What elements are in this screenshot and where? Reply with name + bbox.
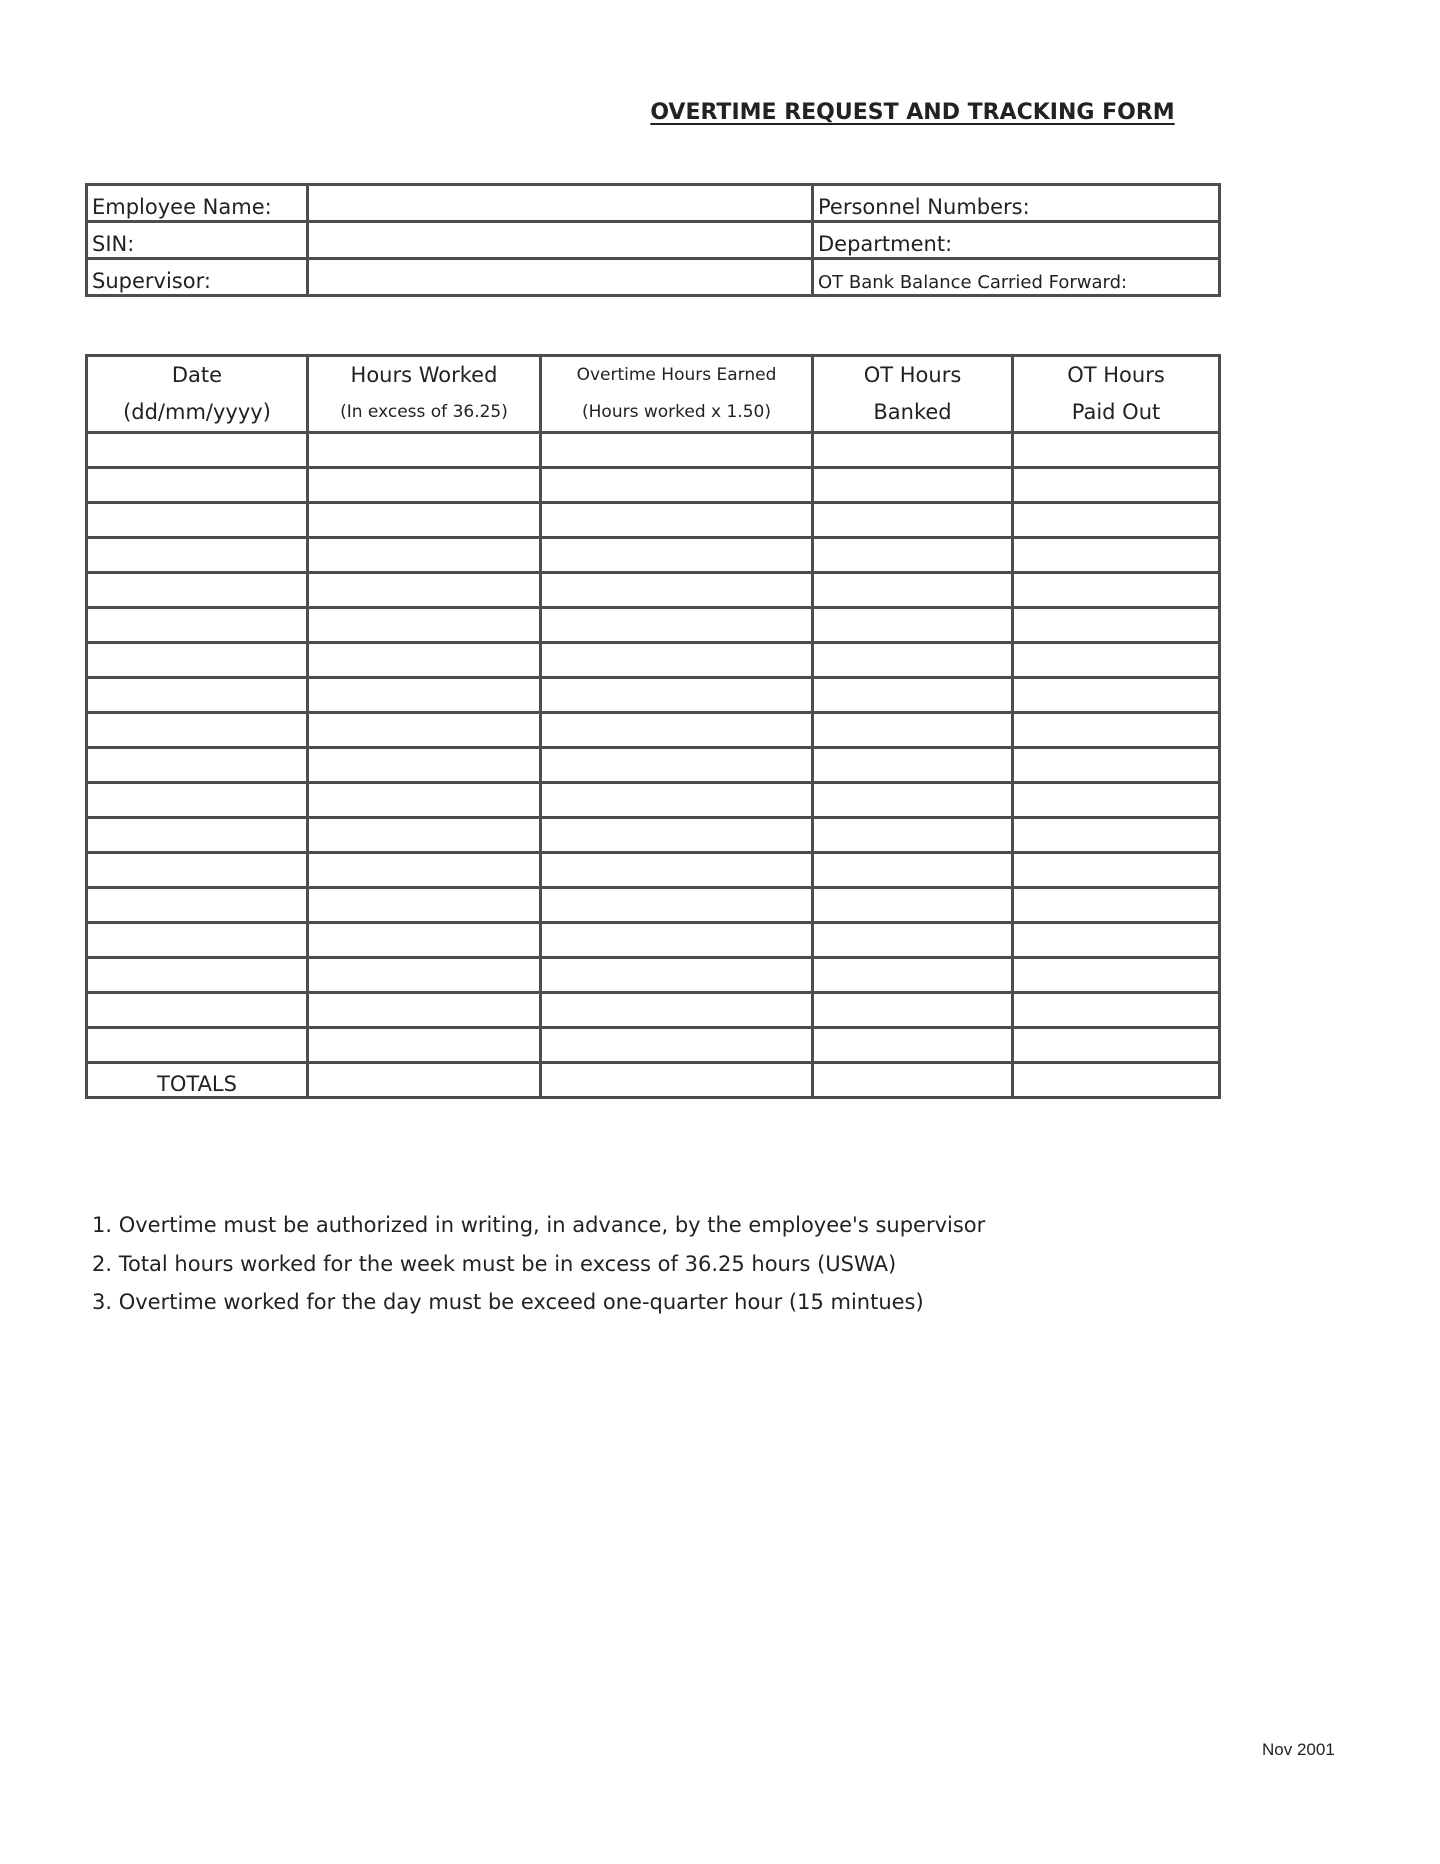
- ot-banked-cell[interactable]: [813, 748, 1013, 783]
- overtime-earned-cell[interactable]: [541, 853, 813, 888]
- ot-paid-out-cell[interactable]: [1013, 993, 1220, 1028]
- hours-worked-cell[interactable]: [308, 608, 541, 643]
- header-overtime-earned: [541, 356, 813, 433]
- employee-name-label: Employee Name:: [87, 185, 308, 222]
- hours-worked-cell[interactable]: [308, 538, 541, 573]
- overtime-earned-cell[interactable]: [541, 923, 813, 958]
- table-row: [87, 1028, 1220, 1063]
- date-cell[interactable]: [87, 503, 308, 538]
- date-cell[interactable]: [87, 888, 308, 923]
- form-title: OVERTIME REQUEST AND TRACKING FORM: [650, 100, 1175, 125]
- ot-banked-cell[interactable]: [813, 643, 1013, 678]
- ot-banked-cell[interactable]: [813, 958, 1013, 993]
- table-row: [87, 713, 1220, 748]
- ot-banked-cell[interactable]: [813, 678, 1013, 713]
- sin-field[interactable]: [308, 222, 813, 259]
- hours-worked-cell[interactable]: [308, 888, 541, 923]
- overtime-earned-cell[interactable]: [541, 993, 813, 1028]
- ot-banked-cell[interactable]: [813, 468, 1013, 503]
- date-cell[interactable]: [87, 573, 308, 608]
- table-row: [87, 923, 1220, 958]
- overtime-earned-cell[interactable]: [541, 538, 813, 573]
- table-row: [87, 468, 1220, 503]
- header-line1: Date: [171, 363, 223, 387]
- table-row: [87, 783, 1220, 818]
- hours-worked-cell[interactable]: [308, 643, 541, 678]
- ot-paid-out-cell[interactable]: [1013, 1028, 1220, 1063]
- note-item: 1. Overtime must be authorized in writing, in advance, by the employee's supervisor: [92, 1213, 986, 1237]
- header-ot-banked: [813, 356, 1013, 433]
- ot-paid-out-cell[interactable]: [1013, 958, 1220, 993]
- hours-worked-cell[interactable]: [308, 783, 541, 818]
- date-cell[interactable]: [87, 608, 308, 643]
- date-cell[interactable]: [87, 433, 308, 468]
- hours-worked-cell[interactable]: [308, 958, 541, 993]
- supervisor-label: Supervisor:: [87, 259, 308, 296]
- hours-worked-cell[interactable]: [308, 993, 541, 1028]
- overtime-earned-cell[interactable]: [541, 643, 813, 678]
- ot-paid-out-cell[interactable]: [1013, 748, 1220, 783]
- total-hours-worked[interactable]: [308, 1063, 541, 1098]
- overtime-earned-cell[interactable]: [541, 713, 813, 748]
- date-cell[interactable]: [87, 1028, 308, 1063]
- hours-worked-cell[interactable]: [308, 748, 541, 783]
- total-ot-banked[interactable]: [813, 1063, 1013, 1098]
- ot-paid-out-cell[interactable]: [1013, 923, 1220, 958]
- date-cell[interactable]: [87, 958, 308, 993]
- hours-worked-cell[interactable]: [308, 1028, 541, 1063]
- ot-banked-cell[interactable]: [813, 713, 1013, 748]
- note-item: 3. Overtime worked for the day must be exceed one-quarter hour (15 mintues): [92, 1290, 924, 1314]
- footer-date: Nov 2001: [1262, 1740, 1335, 1759]
- sin-label: SIN:: [87, 222, 308, 259]
- ot-banked-cell[interactable]: [813, 783, 1013, 818]
- overtime-earned-cell[interactable]: [541, 888, 813, 923]
- header-line2: (Hours worked x 1.50): [582, 402, 771, 422]
- ot-banked-cell[interactable]: [813, 573, 1013, 608]
- totals-label: TOTALS: [87, 1063, 308, 1098]
- employee-info-table: [85, 183, 1221, 297]
- date-cell[interactable]: [87, 783, 308, 818]
- ot-paid-out-cell[interactable]: [1013, 888, 1220, 923]
- header-line1: Hours Worked: [350, 363, 498, 387]
- table-row: [87, 433, 1220, 468]
- date-cell[interactable]: [87, 678, 308, 713]
- date-cell[interactable]: [87, 643, 308, 678]
- personnel-numbers-field[interactable]: Personnel Numbers:: [813, 185, 1220, 222]
- overtime-earned-cell[interactable]: [541, 608, 813, 643]
- date-cell[interactable]: [87, 713, 308, 748]
- ot-paid-out-cell[interactable]: [1013, 538, 1220, 573]
- header-line1: OT Hours: [1067, 363, 1165, 387]
- date-cell[interactable]: [87, 923, 308, 958]
- overtime-earned-cell[interactable]: [541, 468, 813, 503]
- hours-worked-cell[interactable]: [308, 853, 541, 888]
- overtime-earned-cell[interactable]: [541, 573, 813, 608]
- hours-worked-cell[interactable]: [308, 923, 541, 958]
- table-row: [87, 678, 1220, 713]
- ot-banked-cell[interactable]: [813, 853, 1013, 888]
- overtime-earned-cell[interactable]: [541, 503, 813, 538]
- department-field[interactable]: Department:: [813, 222, 1220, 259]
- hours-worked-cell[interactable]: [308, 713, 541, 748]
- hours-worked-cell[interactable]: [308, 503, 541, 538]
- hours-worked-cell[interactable]: [308, 433, 541, 468]
- total-overtime-earned[interactable]: [541, 1063, 813, 1098]
- date-cell[interactable]: [87, 748, 308, 783]
- hours-worked-cell[interactable]: [308, 818, 541, 853]
- header-line1: OT Hours: [863, 363, 962, 387]
- header-line2: Banked: [873, 400, 952, 424]
- ot-banked-cell[interactable]: [813, 818, 1013, 853]
- ot-banked-cell[interactable]: [813, 888, 1013, 923]
- ot-banked-cell[interactable]: [813, 538, 1013, 573]
- header-line2: Paid Out: [1071, 400, 1161, 424]
- hours-worked-cell[interactable]: [308, 678, 541, 713]
- ot-paid-out-cell[interactable]: [1013, 433, 1220, 468]
- ot-banked-cell[interactable]: [813, 608, 1013, 643]
- overtime-earned-cell[interactable]: [541, 958, 813, 993]
- date-cell[interactable]: [87, 538, 308, 573]
- ot-banked-cell[interactable]: [813, 1028, 1013, 1063]
- table-row: [87, 573, 1220, 608]
- ot-banked-cell[interactable]: [813, 993, 1013, 1028]
- ot-paid-out-cell[interactable]: [1013, 853, 1220, 888]
- overtime-tracking-table: [85, 354, 1221, 1099]
- table-row: [87, 608, 1220, 643]
- ot-banked-cell[interactable]: [813, 503, 1013, 538]
- table-body: [87, 433, 1220, 1063]
- overtime-earned-cell[interactable]: [541, 1028, 813, 1063]
- header-date: [87, 356, 308, 433]
- header-row: [87, 356, 1220, 433]
- overtime-earned-cell[interactable]: [541, 818, 813, 853]
- ot-paid-out-cell[interactable]: [1013, 818, 1220, 853]
- header-line2: (In excess of 36.25): [340, 402, 508, 422]
- overtime-earned-cell[interactable]: [541, 783, 813, 818]
- ot-paid-out-cell[interactable]: [1013, 503, 1220, 538]
- header-ot-paid-out: [1013, 356, 1220, 433]
- date-cell[interactable]: [87, 818, 308, 853]
- table-row: [87, 643, 1220, 678]
- ot-paid-out-cell[interactable]: [1013, 713, 1220, 748]
- ot-banked-cell[interactable]: [813, 433, 1013, 468]
- total-ot-paid-out[interactable]: [1013, 1063, 1220, 1098]
- overtime-earned-cell[interactable]: [541, 678, 813, 713]
- note-item: 2. Total hours worked for the week must be in excess of 36.25 hours (USWA): [92, 1251, 897, 1276]
- date-cell[interactable]: [87, 853, 308, 888]
- table-row: [87, 958, 1220, 993]
- overtime-earned-cell[interactable]: [541, 748, 813, 783]
- date-cell[interactable]: [87, 993, 308, 1028]
- ot-bank-balance-field[interactable]: OT Bank Balance Carried Forward:: [813, 259, 1220, 296]
- table-row: [87, 503, 1220, 538]
- hours-worked-cell[interactable]: [308, 573, 541, 608]
- ot-paid-out-cell[interactable]: [1013, 468, 1220, 503]
- totals-row: [87, 1063, 1220, 1098]
- supervisor-field[interactable]: [308, 259, 813, 296]
- ot-paid-out-cell[interactable]: [1013, 783, 1220, 818]
- hours-worked-cell[interactable]: [308, 468, 541, 503]
- ot-paid-out-cell[interactable]: [1013, 643, 1220, 678]
- header-line2: (dd/mm/yyyy): [123, 400, 271, 424]
- date-cell[interactable]: [87, 468, 308, 503]
- header-line1: Overtime Hours Earned: [576, 365, 777, 385]
- table-row: [87, 993, 1220, 1028]
- table-row: [87, 888, 1220, 923]
- header-hours-worked: [308, 356, 541, 433]
- table-row: [87, 748, 1220, 783]
- ot-banked-cell[interactable]: [813, 923, 1013, 958]
- ot-paid-out-cell[interactable]: [1013, 678, 1220, 713]
- table-row: [87, 538, 1220, 573]
- employee-name-field[interactable]: [308, 185, 813, 222]
- overtime-earned-cell[interactable]: [541, 433, 813, 468]
- ot-paid-out-cell[interactable]: [1013, 573, 1220, 608]
- table-row: [87, 818, 1220, 853]
- table-row: [87, 853, 1220, 888]
- notes-list: [92, 1206, 985, 1322]
- ot-paid-out-cell[interactable]: [1013, 608, 1220, 643]
